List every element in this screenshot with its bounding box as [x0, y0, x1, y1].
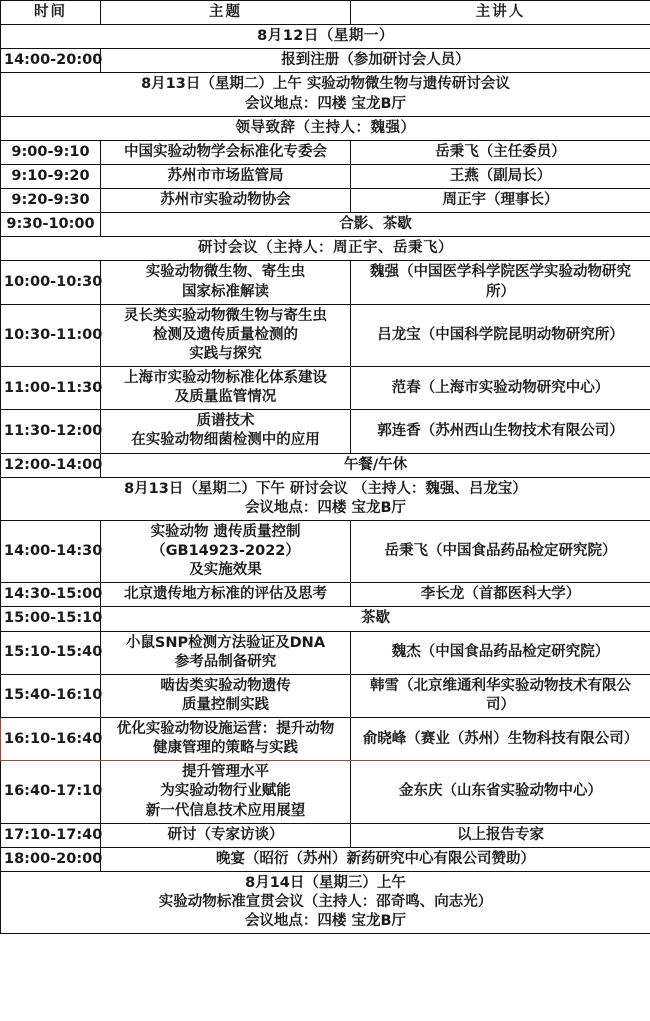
- day-banner: 8月13日（星期二）下午 研讨会议 （主持人：魏强、吕龙宝） 会议地点：四楼 宝龙B厅: [1, 477, 650, 520]
- table-row: [1, 73, 650, 116]
- time-cell: 17:10-17:40: [1, 823, 101, 847]
- day-banner: 8月14日（星期三）上午 实验动物标准宣贯会议（主持人：邵奇鸣、向志光） 会议地点：四楼 宝龙B厅: [1, 871, 650, 933]
- topic-cell: 灵长类实验动物微生物与寄生虫 检测及遗传质量检测的 实践与探究: [101, 304, 351, 366]
- speaker-cell: 岳秉飞（中国食品药品检定研究院）: [351, 520, 650, 582]
- table-row: [1, 237, 650, 261]
- table-row: [1, 410, 650, 453]
- time-cell: 9:20-9:30: [1, 189, 101, 213]
- table-row: [1, 49, 650, 73]
- table-row: [1, 189, 650, 213]
- table-row: [1, 213, 650, 237]
- time-cell: 14:00-20:00: [1, 49, 101, 73]
- speaker-cell: 周正宇（理事长）: [351, 189, 650, 213]
- table-row: [1, 25, 650, 49]
- time-cell: 10:00-10:30: [1, 261, 101, 304]
- topic-cell: 啮齿类实验动物遗传 质量控制实践: [101, 674, 351, 717]
- topic-cell: 质谱技术 在实验动物细菌检测中的应用: [101, 410, 351, 453]
- time-cell: 16:40-17:10: [1, 761, 101, 823]
- time-cell: 15:00-15:10: [1, 607, 101, 631]
- column-header-speaker: 主讲人: [351, 1, 650, 25]
- event-description-cell: 晚宴（昭衍（苏州）新药研究中心有限公司赞助）: [101, 847, 650, 871]
- table-row: [1, 164, 650, 188]
- speaker-cell: 岳秉飞（主任委员）: [351, 140, 650, 164]
- table-row: [1, 520, 650, 582]
- table-row: [1, 631, 650, 674]
- topic-cell: 小鼠SNP检测方法验证及DNA 参考品制备研究: [101, 631, 351, 674]
- topic-cell: 实验动物 遗传质量控制 （GB14923-2022） 及实施效果: [101, 520, 351, 582]
- topic-cell: 中国实验动物学会标准化专委会: [101, 140, 351, 164]
- table-row: [1, 674, 650, 717]
- event-description-cell: 报到注册（参加研讨会人员）: [101, 49, 650, 73]
- time-cell: 10:30-11:00: [1, 304, 101, 366]
- topic-cell: 上海市实验动物标准化体系建设 及质量监管情况: [101, 367, 351, 410]
- speaker-cell: 郭连香（苏州西山生物技术有限公司）: [351, 410, 650, 453]
- table-row: [1, 871, 650, 933]
- topic-cell: 苏州市实验动物协会: [101, 189, 351, 213]
- table-row: [1, 261, 650, 304]
- day-banner: 8月13日（星期二）上午 实验动物微生物与遗传研讨会议 会议地点：四楼 宝龙B厅: [1, 73, 650, 116]
- event-description-cell: 合影、茶歇: [101, 213, 650, 237]
- table-row: [1, 367, 650, 410]
- time-cell: 15:40-16:10: [1, 674, 101, 717]
- speaker-cell: 金东庆（山东省实验动物中心）: [351, 761, 650, 823]
- time-cell: 9:00-9:10: [1, 140, 101, 164]
- table-row: [1, 583, 650, 607]
- speaker-cell: 韩雪（北京维通利华实验动物技术有限公 司）: [351, 674, 650, 717]
- table-row: [1, 607, 650, 631]
- session-section-header: 领导致辞（主持人：魏强）: [1, 116, 650, 140]
- time-cell: 14:00-14:30: [1, 520, 101, 582]
- table-row: [1, 1, 650, 25]
- topic-cell: 实验动物微生物、寄生虫 国家标准解读: [101, 261, 351, 304]
- time-cell: 9:10-9:20: [1, 164, 101, 188]
- event-description-cell: 午餐/午休: [101, 453, 650, 477]
- speaker-cell: 李长龙（首都医科大学）: [351, 583, 650, 607]
- speaker-cell: 王燕（副局长）: [351, 164, 650, 188]
- day-banner: 8月12日（星期一）: [1, 25, 650, 49]
- column-header-time: 时间: [1, 1, 101, 25]
- schedule-body: [1, 1, 650, 934]
- time-cell: 16:10-16:40: [1, 718, 101, 761]
- topic-cell: 北京遗传地方标准的评估及思考: [101, 583, 351, 607]
- event-description-cell: 茶歇: [101, 607, 650, 631]
- table-row: [1, 477, 650, 520]
- time-cell: 9:30-10:00: [1, 213, 101, 237]
- speaker-cell: 以上报告专家: [351, 823, 650, 847]
- table-row: [1, 823, 650, 847]
- table-row: [1, 453, 650, 477]
- table-row: [1, 116, 650, 140]
- topic-cell: 优化实验动物设施运营：提升动物 健康管理的策略与实践: [101, 718, 351, 761]
- table-row: [1, 847, 650, 871]
- topic-cell: 提升管理水平 为实验动物行业赋能 新一代信息技术应用展望: [101, 761, 351, 823]
- table-row: [1, 304, 650, 366]
- time-cell: 11:30-12:00: [1, 410, 101, 453]
- time-cell: 12:00-14:00: [1, 453, 101, 477]
- session-section-header: 研讨会议（主持人：周正宇、岳秉飞）: [1, 237, 650, 261]
- topic-cell: 苏州市市场监管局: [101, 164, 351, 188]
- topic-cell: 研讨（专家访谈）: [101, 823, 351, 847]
- table-row-highlighted: [1, 718, 650, 761]
- speaker-cell: 魏强（中国医学科学院医学实验动物研究 所）: [351, 261, 650, 304]
- time-cell: 15:10-15:40: [1, 631, 101, 674]
- time-cell: 11:00-11:30: [1, 367, 101, 410]
- speaker-cell: 俞晓峰（赛业（苏州）生物科技有限公司）: [351, 718, 650, 761]
- time-cell: 14:30-15:00: [1, 583, 101, 607]
- speaker-cell: 吕龙宝（中国科学院昆明动物研究所）: [351, 304, 650, 366]
- column-header-topic: 主题: [101, 1, 351, 25]
- table-row: [1, 761, 650, 823]
- speaker-cell: 魏杰（中国食品药品检定研究院）: [351, 631, 650, 674]
- speaker-cell: 范春（上海市实验动物研究中心）: [351, 367, 650, 410]
- time-cell: 18:00-20:00: [1, 847, 101, 871]
- table-row: [1, 140, 650, 164]
